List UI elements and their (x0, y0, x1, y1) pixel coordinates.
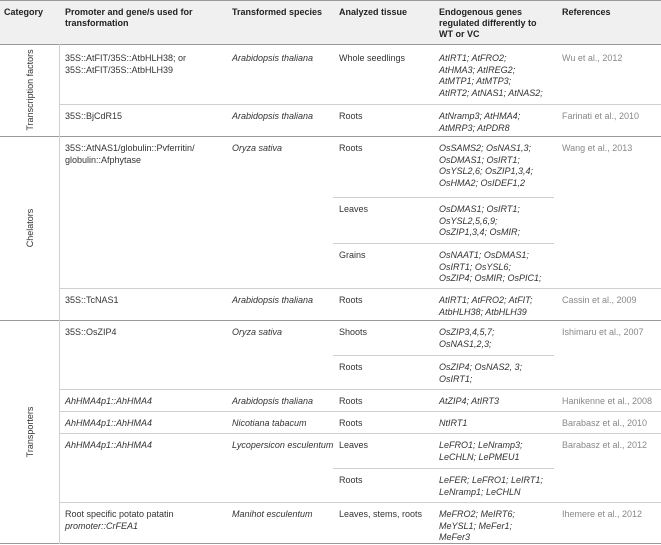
gene-line: MeFer3 (439, 532, 471, 542)
gene-line: OsYSL2,5,6,9; (439, 215, 498, 226)
gene-line: OsDMAS1; OsIRT1; (439, 204, 520, 214)
tissue-cell: Leaves, stems, roots (339, 509, 423, 519)
genes-cell (439, 111, 520, 134)
tissue-cell: Leaves (339, 440, 369, 450)
gene-line: OsZIP1,3,4; OsMIR; (439, 227, 521, 237)
promoter-cell: AhHMA4p1::AhHMA4 (65, 418, 153, 428)
gene-line: OsNAS1,2,3; (439, 338, 492, 349)
species-cell: Arabidopsis thaliana (232, 396, 314, 406)
reference-cell: Ishimaru et al., 2007 (562, 327, 644, 337)
promoter-cell: AhHMA4p1::AhHMA4 (65, 396, 153, 406)
tissue-cell: Roots (339, 111, 363, 121)
species-cell: Arabidopsis thaliana (232, 295, 314, 305)
reference-cell: Farinati et al., 2010 (562, 111, 640, 121)
header-species: Transformed species (232, 7, 323, 17)
reference-cell: Barabasz et al., 2012 (562, 440, 648, 450)
row-divider (59, 502, 661, 503)
gene-line: MeFRO2; MeIRT6; (439, 509, 515, 519)
tissue-cell: Roots (339, 143, 363, 153)
reference-cell: Wang et al., 2013 (562, 143, 633, 153)
gene-line: AtbHLH38; AtbHLH39 (439, 306, 527, 317)
header-genes-line2: regulated differently to (439, 18, 537, 28)
tissue-cell: Grains (339, 250, 366, 260)
category-column-divider (59, 44, 60, 544)
promoter-cell: 35S::OsZIP4 (65, 327, 117, 337)
header-genes (439, 7, 537, 40)
tissue-cell: Roots (339, 362, 363, 372)
gene-line: OsHMA2; OsIDEF1,2 (439, 177, 526, 188)
header-references: References (562, 7, 611, 17)
tissue-cell: Roots (339, 475, 363, 485)
row-divider (59, 104, 661, 105)
gene-line: AtHMA3; AtIREG2; (439, 64, 516, 75)
category-transporters: Transporters (25, 406, 35, 458)
tissue-cell: Whole seedlings (339, 53, 406, 63)
genes-cell (439, 204, 520, 239)
gene-line: AtMRP3; AtPDR8 (439, 122, 510, 133)
header-promoter (65, 7, 193, 29)
gene-line: OsDMAS1; OsIRT1; (439, 154, 520, 165)
genes-cell: NtIRT1 (439, 418, 468, 428)
gene-line: OsZIP4; OsNAS2, 3; (439, 362, 523, 372)
promoter-cell: 35S::BjCdR15 (65, 111, 123, 121)
tissue-cell: Roots (339, 396, 363, 406)
row-divider (59, 288, 661, 289)
header-tissue: Analyzed tissue (339, 7, 408, 17)
promoter-line: promoter::CrFEA1 (65, 520, 139, 531)
genes-cell: AtZIP4; AtIRT3 (439, 396, 500, 406)
species-cell: Nicotiana tabacum (232, 418, 307, 428)
species-cell: Lycopersicon esculentum (232, 440, 334, 450)
gene-line: LeNramp1; LeCHLN (439, 486, 521, 497)
category-divider (0, 320, 661, 321)
sub-row-divider (333, 243, 554, 244)
promoter-cell: AhHMA4p1::AhHMA4 (65, 440, 153, 450)
genes-cell (439, 327, 495, 350)
row-divider (59, 433, 661, 434)
gene-line: OsIRT1; OsYSL6; (439, 261, 511, 272)
genes-cell (439, 440, 523, 463)
promoter-line: Root specific potato patatin (65, 509, 174, 519)
sub-row-divider (333, 197, 554, 198)
row-divider (59, 389, 661, 390)
reference-cell: Hanikenne et al., 2008 (562, 396, 653, 406)
promoter-cell (65, 143, 195, 166)
gene-line: OsSAMS2; OsNAS1,3; (439, 143, 532, 153)
gene-line: MeYSL1; MeFer1; (439, 520, 513, 531)
header-border (0, 44, 661, 45)
category-transcription-factors: Transcription factors (25, 49, 35, 131)
genes-cell (439, 295, 533, 318)
table-row-promoter (65, 53, 186, 76)
promoter-line: 35S::AtFIT/35S::AtbHLH39 (65, 64, 174, 75)
reference-cell: Cassin et al., 2009 (562, 295, 637, 305)
row-divider (59, 411, 661, 412)
gene-line: OsZIP4; OsMIR; OsPIC1; (439, 273, 542, 283)
gene-line: AtIRT1; AtFRO2; AtFIT; (439, 295, 533, 305)
gene-line: LeFER; LeFRO1; LeIRT1; (439, 475, 543, 485)
species-cell: Manihot esculentum (232, 509, 313, 519)
bottom-border (0, 543, 661, 544)
genes-cell (439, 53, 543, 99)
promoter-line: 35S::AtFIT/35S::AtbHLH38; or (65, 53, 187, 63)
gene-line: OsZIP3,4,5,7; (439, 327, 495, 337)
promoter-cell: 35S::TcNAS1 (65, 295, 119, 305)
gene-line: LeCHLN; LePMEU1 (439, 451, 520, 462)
promoter-line: 35S::AtNAS1/globulin::Pvferritin/ (65, 143, 195, 153)
header-genes-line3: WT or VC (439, 29, 480, 39)
header-category: Category (4, 7, 44, 17)
genes-cell (439, 475, 543, 498)
genes-cell (439, 509, 515, 544)
gene-line: AtIRT2; AtNAS1; AtNAS2; (439, 87, 543, 98)
species-cell: Oryza sativa (232, 143, 283, 153)
species-cell: Arabidopsis thaliana (232, 111, 314, 121)
category-divider (0, 136, 661, 137)
genes-cell (439, 143, 533, 189)
reference-cell: Barabasz et al., 2010 (562, 418, 648, 428)
promoter-line: globulin::Afphytase (65, 154, 142, 165)
gene-line: OsNAAT1; OsDMAS1; (439, 250, 529, 260)
reference-cell: Wu et al., 2012 (562, 53, 623, 63)
gene-line: OsIRT1; (439, 373, 473, 384)
tissue-cell: Roots (339, 418, 363, 428)
sub-row-divider (333, 468, 554, 469)
gene-line: AtMTP1; AtMTP3; (439, 76, 512, 86)
genes-cell (439, 250, 542, 285)
gene-line: LeFRO1; LeNramp3; (439, 440, 523, 450)
sub-row-divider (333, 355, 554, 356)
top-border (0, 0, 661, 1)
gene-line: AtNramp3; AtHMA4; (439, 111, 521, 121)
tissue-cell: Roots (339, 295, 363, 305)
header-promoter-line1: Promoter and gene/s used for (65, 7, 193, 17)
gene-line: OsYSL2,6; OsZIP1,3,4; (439, 166, 534, 176)
genes-cell (439, 362, 522, 385)
species-cell: Oryza sativa (232, 327, 283, 337)
gene-line: AtIRT1; AtFRO2; (439, 53, 507, 63)
header-genes-line1: Endogenous genes (439, 7, 523, 17)
species-cell: Arabidopsis thaliana (232, 53, 314, 63)
header-promoter-line2: transformation (65, 18, 129, 28)
tissue-cell: Shoots (339, 327, 368, 337)
category-chelators: Chelators (25, 208, 35, 248)
tissue-cell: Leaves (339, 204, 369, 214)
reference-cell: Ihemere et al., 2012 (562, 509, 643, 519)
promoter-cell (65, 509, 174, 532)
